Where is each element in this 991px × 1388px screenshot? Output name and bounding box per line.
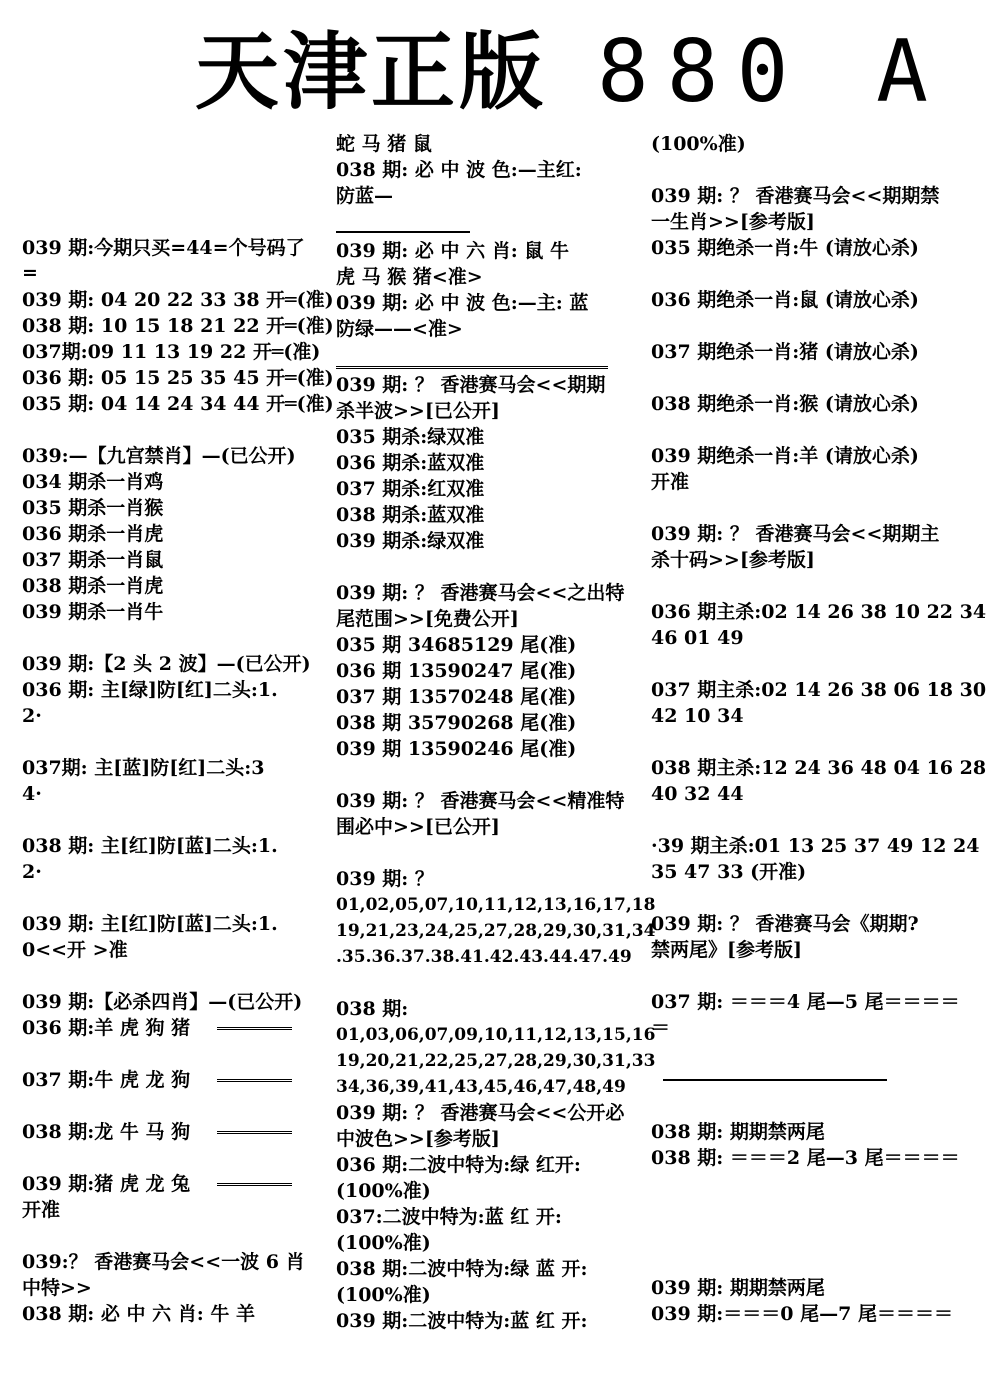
text-line: 037 期: ＝＝＝4 尾—5 尾＝＝＝＝ [651, 991, 960, 1013]
text-line: 036 期杀:蓝双准 [336, 452, 485, 474]
text-line: 038 期: [336, 998, 409, 1020]
text-line: 039 期:＝＝＝0 尾—7 尾＝＝＝＝ [651, 1303, 953, 1325]
text-line: 037期:09 11 13 19 22 开═(准) [22, 341, 321, 363]
text-line: 035 期杀:绿双准 [336, 426, 485, 448]
text-line: 038 期 35790268 尾(准) [336, 712, 577, 734]
divider [217, 1131, 292, 1134]
text-line: = [22, 262, 38, 284]
divider [217, 1183, 292, 1186]
text-line: 039 期: 期期禁两尾 [651, 1277, 825, 1299]
text-line: 35 47 33 (开准) [651, 861, 807, 883]
text-line: (100%准) [336, 1232, 431, 1254]
text-line: 037 期杀:红双准 [336, 478, 485, 500]
text-line: 中波色>>[参考版] [336, 1128, 500, 1150]
text-line: 039 期: ？ 香港赛马会<<之出特 [336, 582, 625, 604]
text-line: ＝ [651, 1017, 671, 1039]
text-line: 039 期:【2 头 2 波】—(已公开) [22, 653, 311, 675]
text-line: 036 期: 05 15 25 35 45 开═(准) [22, 367, 334, 389]
text-line: 039 期: ？ 香港赛马会<<精准特 [336, 790, 625, 812]
text-line: 防绿——<准> [336, 318, 463, 340]
text-line: 4· [22, 783, 42, 805]
text-line: 039 期: 必 中 六 肖: 鼠 牛 [336, 240, 569, 262]
text-line: 037 期 13570248 尾(准) [336, 686, 577, 708]
text-line: 039 期: ？ 香港赛马会<<期期禁 [651, 185, 940, 207]
text-line: 禁两尾》[参考版] [651, 939, 802, 961]
text-line: 039 期:【必杀四肖】—(已公开) [22, 991, 303, 1013]
text-line: 039 期:二波中特为:蓝 红 开: [336, 1310, 588, 1332]
text-line: 038 期杀:蓝双准 [336, 504, 485, 526]
text-line: 038 期:龙 牛 马 狗 [22, 1121, 191, 1143]
text-line: 038 期: 期期禁两尾 [651, 1121, 825, 1143]
text-line: 0<<开 >准 [22, 939, 128, 961]
text-line: 40 32 44 [651, 783, 744, 805]
text-line: 尾范围>>[免费公开] [336, 608, 519, 630]
text-line: 01,03,06,07,09,10,11,12,13,15,16 [336, 1025, 656, 1045]
text-line: 036 期绝杀一肖:鼠 (请放心杀) [651, 289, 919, 311]
title-chinese: 天津正版 [195, 22, 548, 121]
text-line: 杀半波>>[已公开] [336, 400, 500, 422]
text-line: 038 期绝杀一肖:猴 (请放心杀) [651, 393, 919, 415]
text-line: 039:—【九宫禁肖】—(已公开) [22, 445, 296, 467]
text-line: 035 期 34685129 尾(准) [336, 634, 577, 656]
text-line: 2· [22, 705, 42, 727]
text-line: 开准 [22, 1199, 61, 1221]
text-line: 038 期主杀:12 24 36 48 04 16 28 [651, 757, 987, 779]
text-line: 039 期: 必 中 波 色:—主: 蓝 [336, 292, 589, 314]
text-line: 开准 [651, 471, 690, 493]
title-number: 880 A [597, 22, 946, 122]
text-line: 034 期杀一肖鸡 [22, 471, 164, 493]
text-line: 037期: 主[蓝]防[红]二头:3 [22, 757, 265, 779]
text-line: 036 期:二波中特为:绿 红开: [336, 1154, 581, 1176]
text-line: 038 期: ＝＝＝2 尾—3 尾＝＝＝＝ [651, 1147, 960, 1169]
text-line: 039 期: 主[红]防[蓝]二头:1. [22, 913, 278, 935]
divider [217, 1079, 292, 1082]
text-line: 035 期绝杀一肖:牛 (请放心杀) [651, 237, 919, 259]
text-line: ·39 期主杀:01 13 25 37 49 12 24 [651, 835, 980, 857]
text-line: 围必中>>[已公开] [336, 816, 500, 838]
divider [336, 231, 470, 233]
text-line: 037 期绝杀一肖:猪 (请放心杀) [651, 341, 919, 363]
text-line: (100%准) [651, 133, 746, 155]
text-line: 039 期杀:绿双准 [336, 530, 485, 552]
text-line: 039 期:今期只买=44=个号码了 [22, 237, 305, 259]
text-line: 036 期: 主[绿]防[红]二头:1. [22, 679, 278, 701]
text-line: 036 期:羊 虎 狗 猪 [22, 1017, 191, 1039]
text-line: 035 期杀一肖猴 [22, 497, 164, 519]
text-line: 036 期 13590247 尾(准) [336, 660, 577, 682]
text-line: 蛇 马 猪 鼠 [336, 133, 432, 155]
text-line: 34,36,39,41,43,45,46,47,48,49 [336, 1077, 626, 1097]
page-title [195, 22, 955, 122]
text-line: 037 期:牛 虎 龙 狗 [22, 1069, 191, 1091]
text-line: 039 期: ？ 香港赛马会《期期? [651, 913, 919, 935]
text-line: 039 期:猪 虎 龙 兔 [22, 1173, 191, 1195]
text-line: 039 期杀一肖牛 [22, 601, 164, 623]
text-line: 039 期绝杀一肖:羊 (请放心杀) [651, 445, 919, 467]
text-line: 防蓝— [336, 185, 394, 207]
divider [663, 1079, 887, 1081]
text-line: 19,21,23,24,25,27,28,29,30,31,34 [336, 921, 656, 941]
text-line: 038 期:二波中特为:绿 蓝 开: [336, 1258, 588, 1280]
text-line: 037:二波中特为:蓝 红 开: [336, 1206, 562, 1228]
text-line: 19,20,21,22,25,27,28,29,30,31,33 [336, 1051, 656, 1071]
text-line: 037 期主杀:02 14 26 38 06 18 30 [651, 679, 987, 701]
text-line: .35.36.37.38.41.42.43.44.47.49 [336, 947, 632, 967]
text-line: 01,02,05,07,10,11,12,13,16,17,18 [336, 895, 656, 915]
text-line: 虎 马 猴 猪<准> [336, 266, 483, 288]
text-line: 037 期杀一肖鼠 [22, 549, 164, 571]
text-line: 杀十码>>[参考版] [651, 549, 815, 571]
text-line: 038 期: 必 中 波 色:—主红: [336, 159, 582, 181]
text-line: 42 10 34 [651, 705, 744, 727]
text-line: (100%准) [336, 1180, 431, 1202]
text-line: 039 期: ？ 香港赛马会<<公开必 [336, 1102, 625, 1124]
text-line: 039:？ 香港赛马会<<一波 6 肖 [22, 1251, 305, 1273]
text-line: 035 期: 04 14 24 34 44 开═(准) [22, 393, 334, 415]
text-line: 039 期: ？ [336, 868, 434, 890]
text-line: 039 期 13590246 尾(准) [336, 738, 577, 760]
text-line: 039 期: 04 20 22 33 38 开═(准) [22, 289, 334, 311]
divider [336, 366, 608, 369]
text-line: 038 期杀一肖虎 [22, 575, 164, 597]
text-line: 中特>> [22, 1277, 92, 1299]
text-line: 038 期: 必 中 六 肖: 牛 羊 [22, 1303, 255, 1325]
text-line: 036 期主杀:02 14 26 38 10 22 34 [651, 601, 987, 623]
text-line: 一生肖>>[参考版] [651, 211, 815, 233]
text-line: (100%准) [336, 1284, 431, 1306]
text-line: 038 期: 10 15 18 21 22 开═(准) [22, 315, 334, 337]
text-line: 46 01 49 [651, 627, 744, 649]
text-line: 038 期: 主[红]防[蓝]二头:1. [22, 835, 278, 857]
text-line: 036 期杀一肖虎 [22, 523, 164, 545]
text-line: 039 期: ？ 香港赛马会<<期期主 [651, 523, 940, 545]
text-line: 2· [22, 861, 42, 883]
divider [217, 1027, 292, 1030]
text-line: 039 期: ？ 香港赛马会<<期期 [336, 374, 606, 396]
